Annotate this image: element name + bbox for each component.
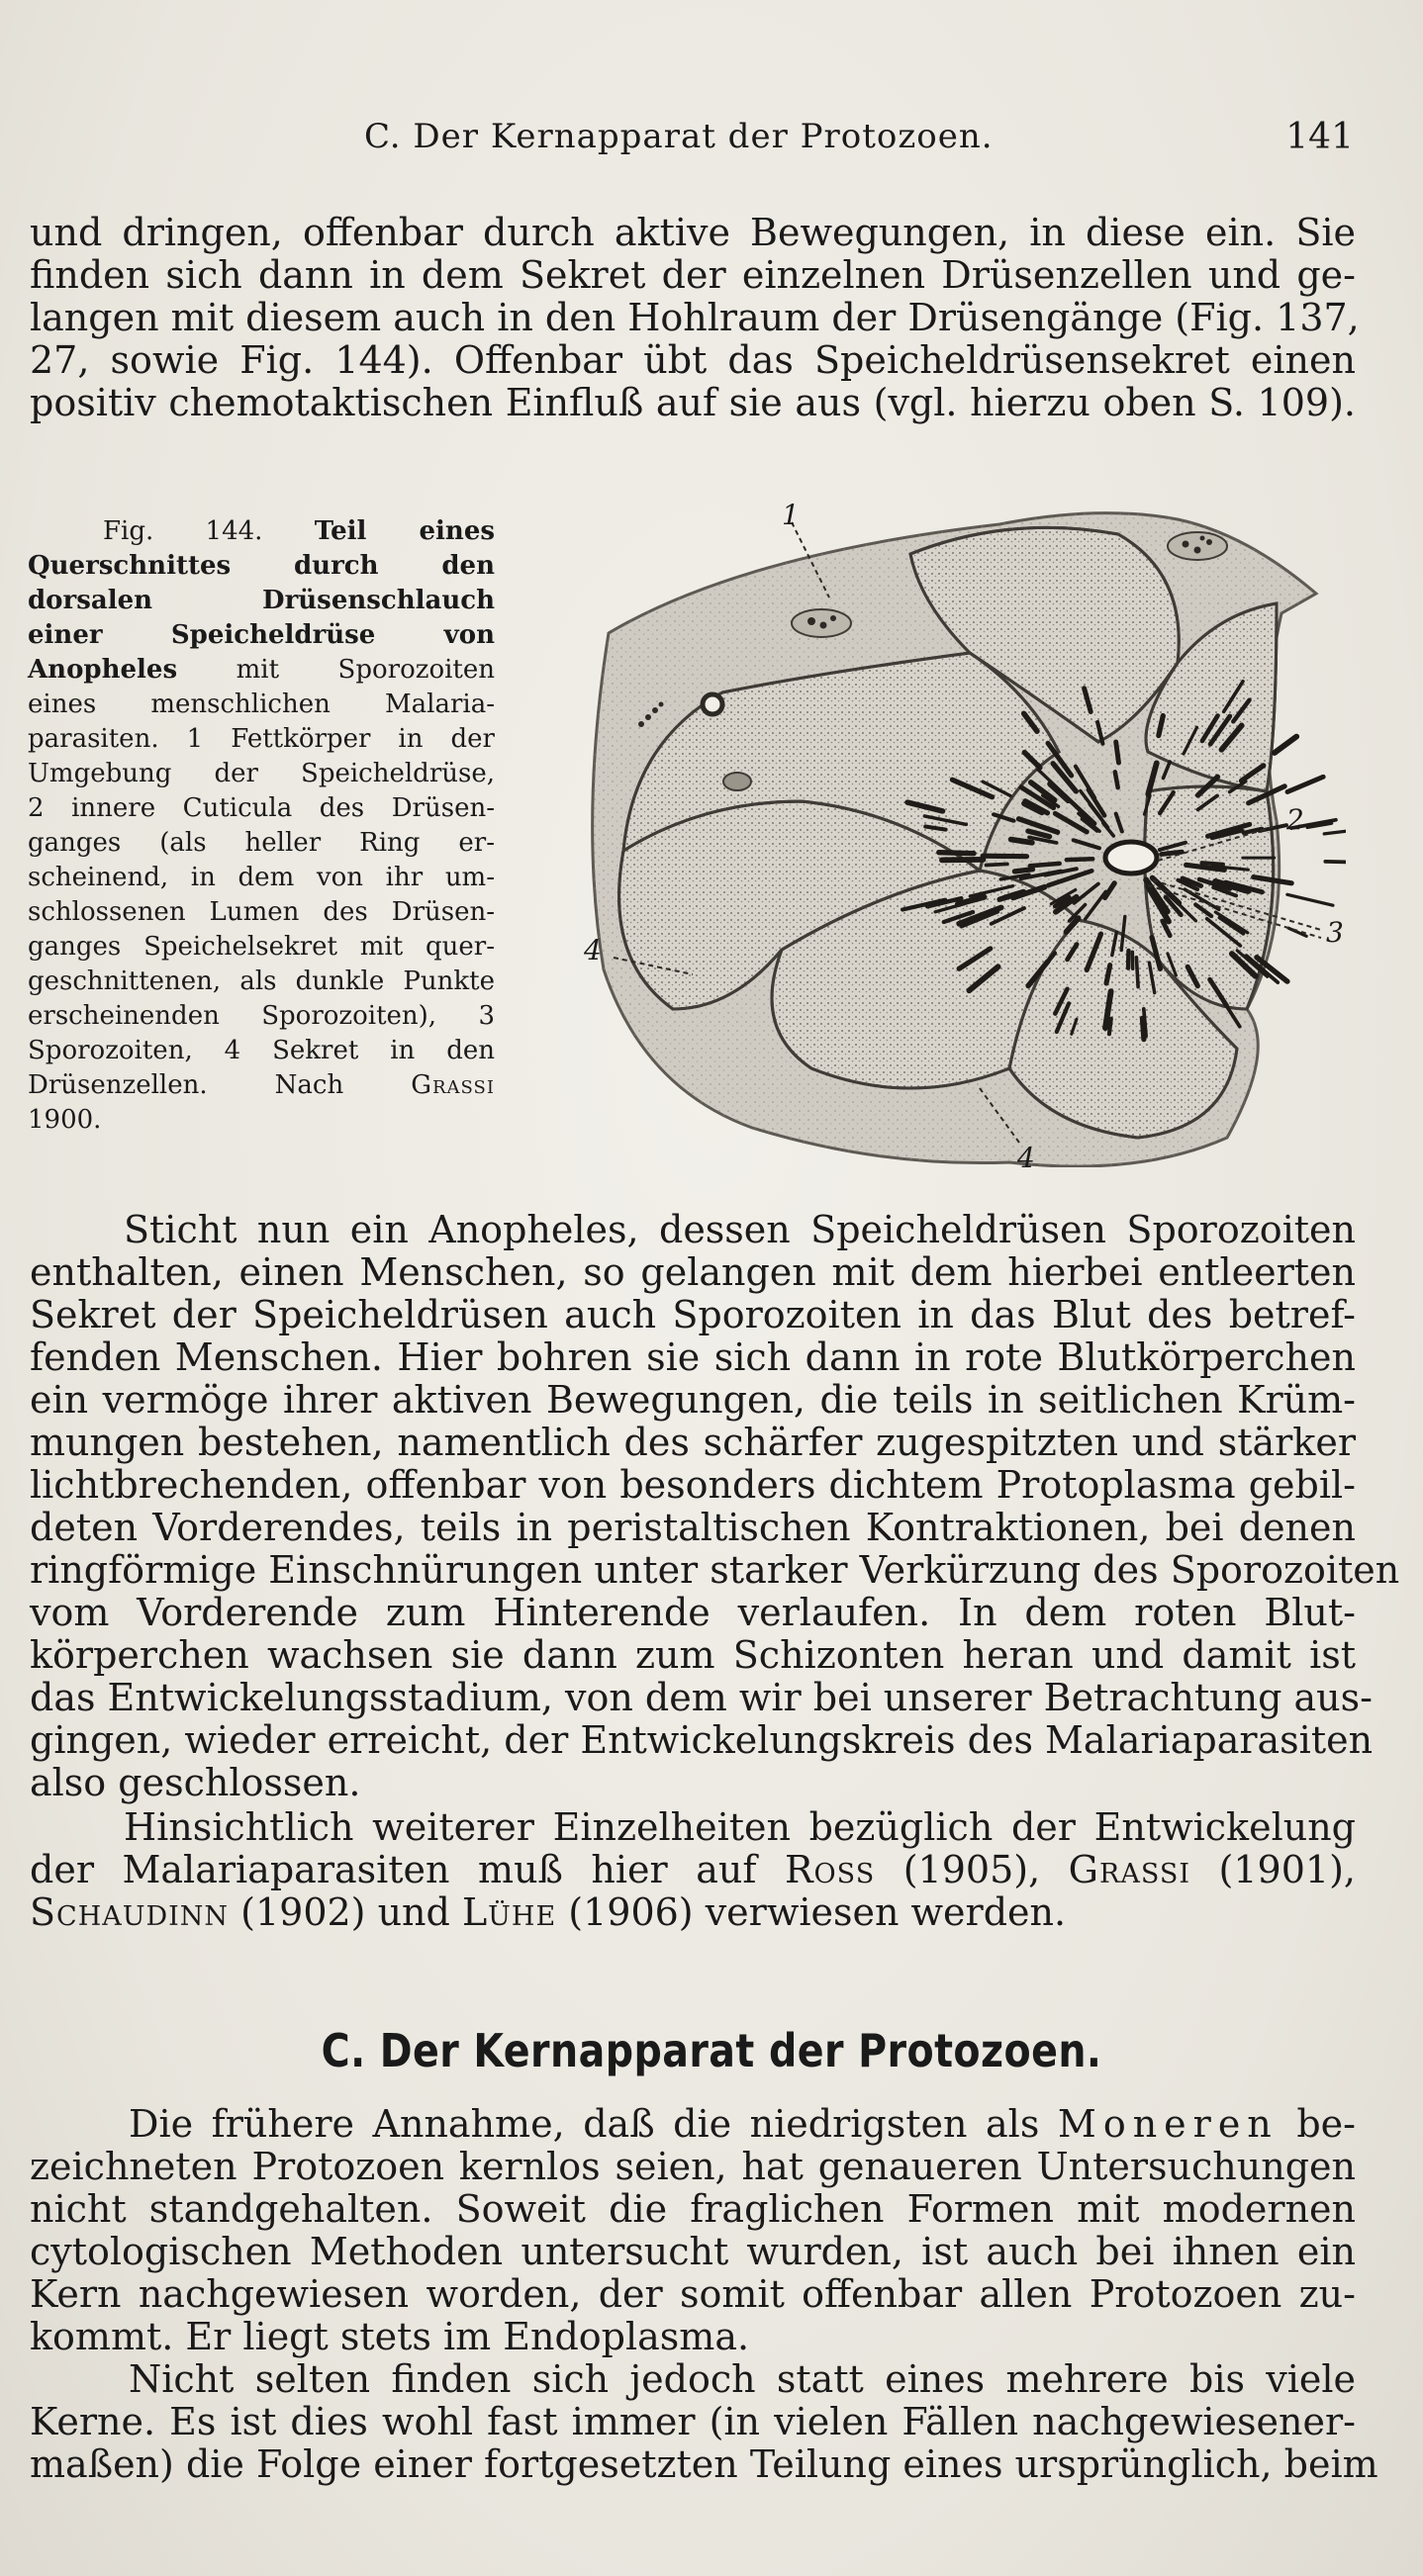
text-line: ringförmige Einschnürungen unter starker Verkürzung des Sporozoiten [30,1548,1400,1592]
text-line: das Entwickelungsstadium, von dem wir bei unserer Betrachtung aus- [30,1676,1373,1719]
text-run: Die frühere Annahme, daß die niedrigsten als [129,2102,1058,2146]
sporozoite-streak [987,864,1007,865]
sporozoite-streak [1030,864,1060,866]
text-run: be- [1278,2102,1357,2146]
paragraph-2 [30,1208,1400,1804]
caption-line: 1900. [28,1105,102,1135]
text-line: nicht standgehalten. Soweit die fraglichen Formen mit modernen [30,2187,1356,2231]
text-line: maßen) die Folge einer fortgesetzten Teilung eines ursprünglich, beim [30,2442,1378,2486]
text-line: fenden Menschen. Hier bohren sie sich dann in rote Blutkörperchen [30,1335,1356,1379]
paragraph-5 [30,2357,1378,2486]
text-line: Kerne. Es ist dies wohl fast immer (in vielen Fällen nachgewiesener- [30,2400,1356,2443]
text-line [30,1849,1356,1891]
caption-text: mit Sporozoiten [177,655,495,685]
caption-line [28,1068,495,1103]
text-line: ein vermöge ihrer aktiven Bewegungen, die teils in seitlichen Krüm- [30,1378,1356,1422]
text-line [30,2103,1356,2146]
text-run: (1901), [1190,1848,1356,1891]
paragraph-3 [30,1806,1356,1934]
text-run: der Malariaparasiten muß hier auf [30,1848,785,1891]
sporozoite-streak [1275,737,1296,753]
salivary-gland-cross-section [584,495,1346,1167]
running-title: C. Der Kernapparat der Protozoen. [364,117,994,156]
text-line: finden sich dann in dem Sekret der einzelnen Drüsenzellen und ge- [30,253,1356,297]
sporozoite-streak [1287,894,1333,905]
figure-label-2: 2 [1286,803,1304,836]
text-run: (1902) und [229,1890,462,1934]
text-line: cytologischen Methoden untersucht wurden, ist auch bei ihnen ein [30,2230,1356,2273]
text-line: gingen, wieder erreicht, der Entwickelungskreis des Malariaparasiten [30,1718,1374,1762]
sporozoite-streak [1325,862,1346,863]
section-heading: C. Der Kernapparat der Protozoen. [321,2024,1102,2077]
figure-label-3: 3 [1326,916,1344,949]
figure-label-4-bottom: 4 [1017,1142,1035,1167]
caption-title-part: Teil eines [314,516,495,546]
text-line: zeichneten Protozoen kernlos seien, hat genaueren Untersuchungen [30,2145,1356,2188]
caption-line: schlossenen Lumen des Drüsen- [28,897,495,927]
emphasized-term: Moneren [1057,2102,1279,2146]
figure-144-illustration [584,495,1346,1167]
text-line: vom Vorderende zum Hinterende verlaufen. In dem roten Blut- [30,1591,1356,1634]
page-number: 141 [1285,117,1354,157]
text-line: Sticht nun ein Anopheles, dessen Speicheldrüsen Sporozoiten [124,1208,1356,1251]
text-line: positiv chemotaktischen Einfluß auf sie aus (vgl. hierzu oben S. 109). [30,381,1356,424]
sporozoite-streak [939,853,974,854]
sporozoite-streak [1067,859,1092,860]
sporozoite-streak [1136,958,1138,987]
caption-figure-number: Fig. 144. [103,516,263,546]
caption-line [28,653,495,688]
paragraph-1 [30,211,1360,424]
author-name: Ross [784,1848,876,1891]
text-line [30,1891,1356,1934]
figure-label-1: 1 [782,499,800,531]
cuticula-ring [1105,842,1157,874]
caption-line: scheinend, in dem von ihr um- [28,863,495,892]
sporozoite-streak [942,860,984,861]
sporozoite-streak [1106,966,1110,983]
text-line: Sekret der Speicheldrüsen auch Sporozoiten in das Blut des betref- [30,1293,1356,1336]
text-line: mungen bestehen, namentlich des schärfer zugespitzten und stärker [30,1421,1356,1464]
sporozoite-streak [1116,742,1119,763]
text-line: und dringen, offenbar durch aktive Bewegungen, in diese ein. Sie [30,211,1356,254]
caption-line: ganges Speichelsekret mit quer- [28,932,495,962]
sporozoite-streak [1014,870,1032,872]
caption-line: erscheinenden Sporozoiten), 3 [28,1001,495,1031]
paragraph-4 [30,2103,1356,2358]
caption-author: Grassi [411,1070,495,1100]
sporozoite-streak [983,856,1026,857]
text-line: enthalten, einen Menschen, so gelangen mit dem hierbei entleerten [30,1250,1356,1294]
sporozoite-streak [1011,840,1032,843]
text-line: Nicht selten finden sich jedoch statt eines mehrere bis viele [129,2357,1356,2401]
author-name: Schaudinn [30,1890,230,1934]
caption-text: Drüsenzellen. Nach [28,1070,412,1100]
text-line: 27, sowie Fig. 144). Offenbar übt das Speicheldrüsensekret einen [30,338,1356,382]
caption-line: Umgebung der Speicheldrüse, [28,759,495,788]
running-header [0,117,1423,166]
text-run: (1905), [875,1848,1069,1891]
sporozoite-streak [1202,863,1224,865]
figure-caption [28,514,495,1138]
caption-line: eines menschlichen Malaria- [28,690,495,719]
text-line: Kern nachgewiesen worden, der somit offenbar allen Protozoen zu- [30,2272,1356,2316]
caption-line [28,514,495,549]
caption-genus: Anopheles [28,655,178,685]
sporozoite-streak [1115,772,1118,787]
caption-line: einer Speicheldrüse von [28,620,495,650]
text-line: langen mit diesem auch in den Hohlraum der Drüsengänge (Fig. 137, [30,296,1360,339]
text-line: körperchen wachsen sie dann zum Schizonten heran und damit ist [30,1633,1356,1677]
caption-line: dorsalen Drüsenschlauch [28,586,495,615]
text-line: deten Vorderendes, teils in peristaltischen Kontraktionen, bei denen [30,1506,1356,1549]
sporozoite-streak [1287,777,1323,791]
caption-line: 2 innere Cuticula des Drüsen- [28,793,495,823]
figure-label-4-left: 4 [584,934,602,966]
caption-line: Querschnittes durch den [28,551,495,581]
caption-line: Sporozoiten, 4 Sekret in den [28,1036,495,1065]
text-line: Hinsichtlich weiterer Einzelheiten bezüglich der Entwickelung [124,1805,1356,1849]
author-name: Grassi [1068,1848,1191,1891]
text-line: kommt. Er liegt stets im Endoplasma. [30,2315,750,2358]
text-run: (1906) verwiesen werden. [556,1890,1067,1934]
caption-line: ganges (als heller Ring er- [28,828,495,858]
author-name: Lühe [461,1890,557,1934]
sporozoite-streak [1142,1018,1144,1039]
sporozoite-streak [1324,831,1346,834]
caption-line: geschnittenen, als dunkle Punkte [28,966,495,996]
text-line: lichtbrechenden, offenbar von besonders dichtem Protoplasma gebil- [30,1463,1356,1507]
text-line: also geschlossen. [30,1761,361,1804]
caption-line: parasiten. 1 Fettkörper in der [28,724,495,754]
sporozoite-streak [1109,1019,1111,1034]
